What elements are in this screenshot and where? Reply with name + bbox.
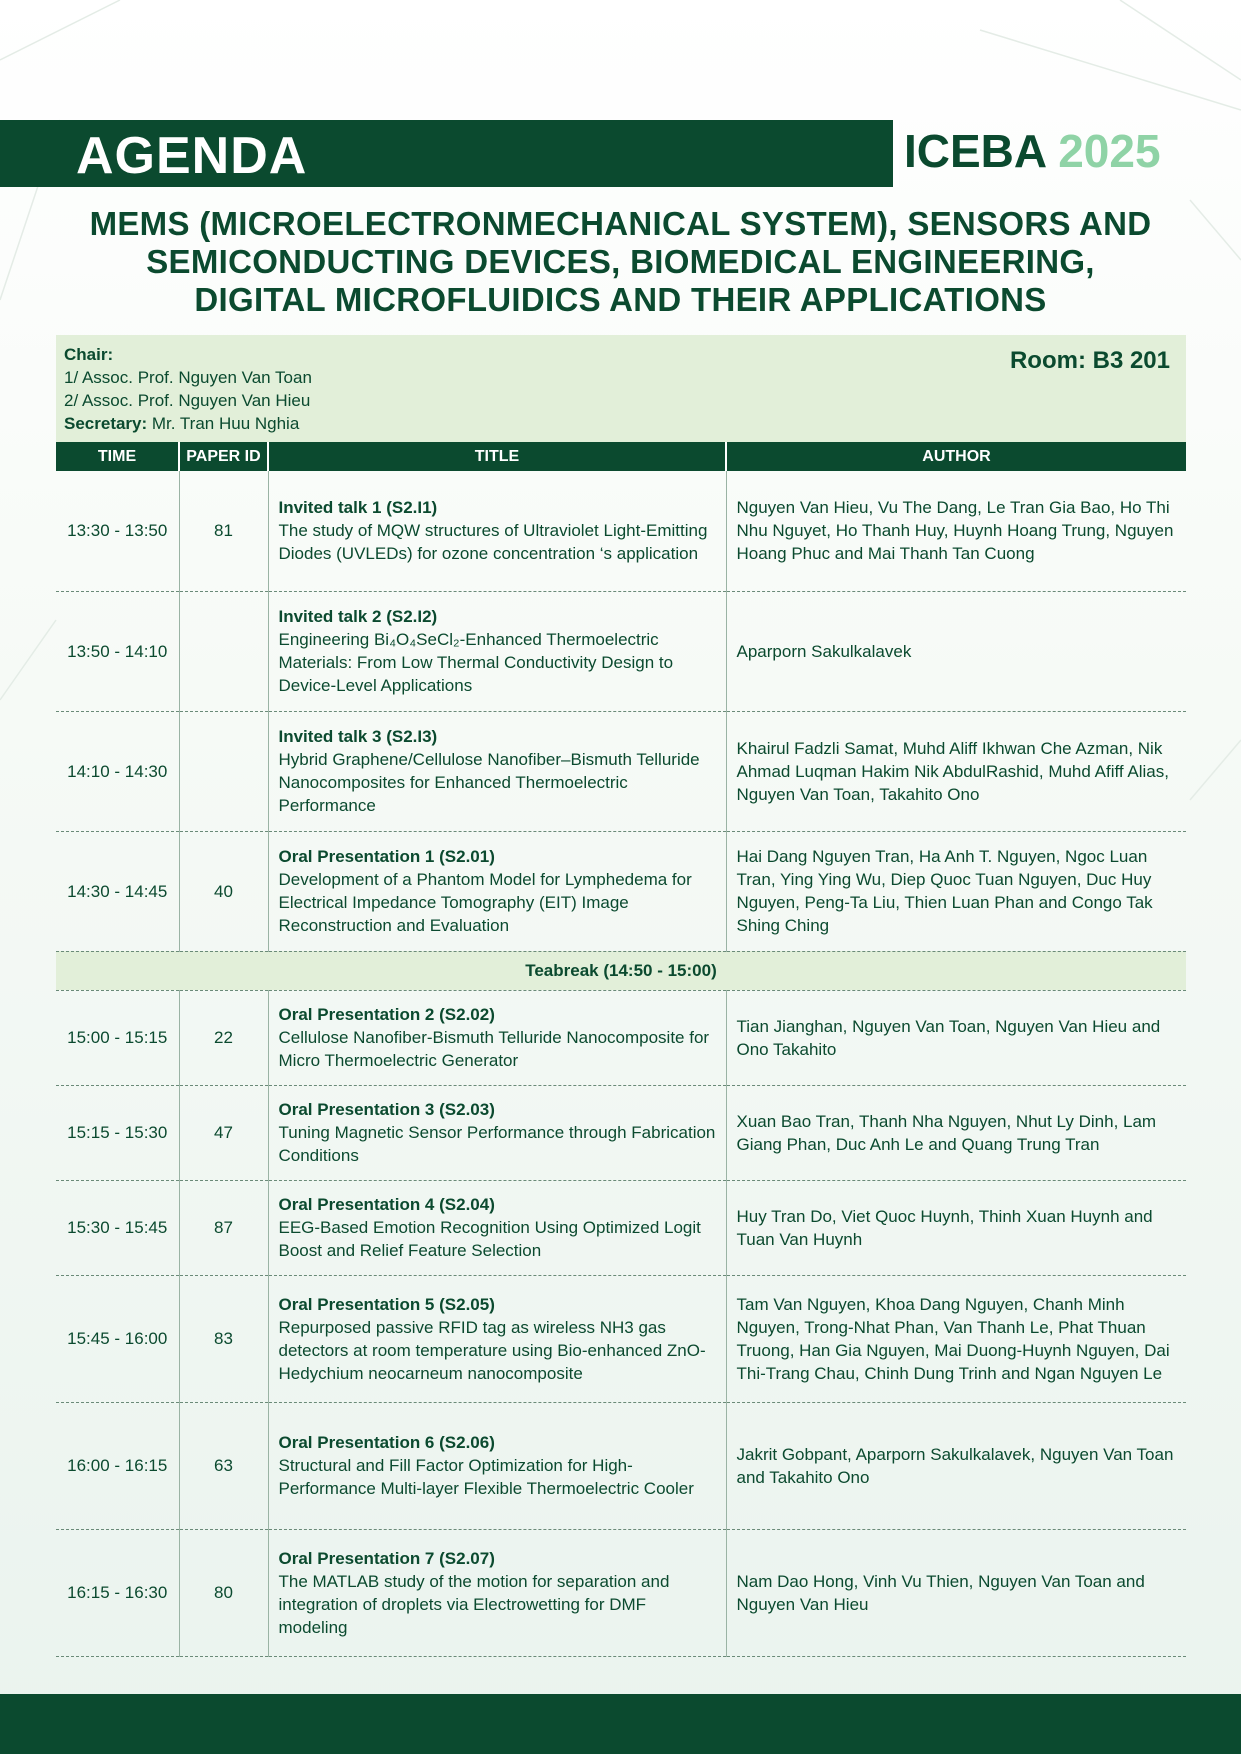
brand-year: 2025 — [1058, 125, 1161, 177]
chair-2: 2/ Assoc. Prof. Nguyen Van Hieu — [64, 391, 311, 410]
row-talk-label: Invited talk 2 (S2.I2) — [278, 607, 438, 626]
row-paper-id: 87 — [179, 1180, 268, 1275]
row-talk-label: Oral Presentation 4 (S2.04) — [278, 1195, 495, 1214]
row-paper-id — [179, 591, 268, 711]
row-time: 16:15 - 16:30 — [56, 1529, 179, 1656]
secretary: Secretary: Mr. Tran Huu Nghia — [64, 414, 300, 433]
row-title — [268, 711, 726, 831]
row-time: 14:30 - 14:45 — [56, 831, 179, 951]
row-time: 15:15 - 15:30 — [56, 1085, 179, 1180]
row-title — [268, 1529, 726, 1656]
row-title-text: Repurposed passive RFID tag as wireless NH3 gas detectors at room temperature using Bio-enhanced ZnO-Hedychium neocarneum nanocomposite — [278, 1317, 706, 1383]
row-time: 13:50 - 14:10 — [56, 591, 179, 711]
header-time: TIME — [56, 442, 179, 471]
row-title-text: Tuning Magnetic Sensor Performance through Fabrication Conditions — [278, 1123, 716, 1165]
row-title — [268, 471, 726, 591]
row-author: Khairul Fadzli Samat, Muhd Aliff Ikhwan Che Azman, Nik Ahmad Luqman Hakim Nik AbdulRashid, Muhd Afiff Alias, Nguyen Van Toan, Takahito Ono — [726, 711, 1186, 831]
table-row — [56, 1402, 1186, 1529]
row-title — [268, 591, 726, 711]
row-talk-label: Oral Presentation 1 (S2.01) — [278, 847, 495, 866]
row-talk-label: Oral Presentation 6 (S2.06) — [278, 1433, 495, 1452]
row-title — [268, 1402, 726, 1529]
table-row — [56, 591, 1186, 711]
row-author: Tam Van Nguyen, Khoa Dang Nguyen, Chanh Minh Nguyen, Trong-Nhat Phan, Van Thanh Le, Phat Thuan Truong, Han Gia Nguyen, Mai Duong-Huynh Nguyen, Dai Thi-Trang Chau, Chinh Dung Trinh and Ngan Nguyen Le — [726, 1275, 1186, 1402]
row-paper-id: 63 — [179, 1402, 268, 1529]
row-author: Nguyen Van Hieu, Vu The Dang, Le Tran Gia Bao, Ho Thi Nhu Nguyet, Ho Thanh Huy, Huynh Hoang Trung, Nguyen Hoang Phuc and Mai Thanh Tan Cuong — [726, 471, 1186, 591]
row-title — [268, 831, 726, 951]
session-title-line: SEMICONDUCTING DEVICES, BIOMEDICAL ENGINEERING, — [146, 243, 1095, 280]
row-talk-label: Oral Presentation 2 (S2.02) — [278, 1005, 495, 1024]
row-time: 14:10 - 14:30 — [56, 711, 179, 831]
table-row — [56, 1275, 1186, 1402]
agenda-table — [56, 442, 1186, 1657]
banner-divider — [893, 120, 899, 187]
header-paper-id: PAPER ID — [179, 442, 268, 471]
row-talk-label: Oral Presentation 5 (S2.05) — [278, 1294, 495, 1314]
session-title — [60, 205, 1181, 319]
conference-logo — [904, 124, 1161, 178]
header-author: AUTHOR — [726, 442, 1186, 471]
row-paper-id: 80 — [179, 1529, 268, 1656]
row-time: 16:00 - 16:15 — [56, 1402, 179, 1529]
row-time: 15:00 - 15:15 — [56, 990, 179, 1085]
teabreak-row — [56, 951, 1186, 990]
row-talk-label: Oral Presentation 7 (S2.07) — [278, 1548, 495, 1568]
table-row — [56, 990, 1186, 1085]
row-title-text: EEG-Based Emotion Recognition Using Optimized Logit Boost and Relief Feature Selection — [278, 1218, 701, 1260]
row-title — [268, 1180, 726, 1275]
row-title — [268, 1085, 726, 1180]
row-author: Hai Dang Nguyen Tran, Ha Anh T. Nguyen, Ngoc Luan Tran, Ying Ying Wu, Diep Quoc Tuan Nguyen, Duc Huy Nguyen, Peng-Ta Liu, Thien Luan Phan and Congo Tak Shing Ching — [726, 831, 1186, 951]
table-row — [56, 1085, 1186, 1180]
row-title-text: Development of a Phantom Model for Lymphedema for Electrical Impedance Tomography (EIT) Image Reconstruction and Evaluation — [278, 870, 692, 935]
row-time: 15:45 - 16:00 — [56, 1275, 179, 1402]
row-time: 15:30 - 15:45 — [56, 1180, 179, 1275]
row-title — [268, 1275, 726, 1402]
chair-info-box — [56, 335, 1186, 442]
row-author: Nam Dao Hong, Vinh Vu Thien, Nguyen Van Toan and Nguyen Van Hieu — [726, 1529, 1186, 1656]
brand-name: ICEBA — [904, 125, 1046, 177]
row-title — [268, 990, 726, 1085]
agenda-banner — [0, 120, 893, 187]
footer-bar — [0, 1694, 1241, 1754]
teabreak-label: Teabreak (14:50 - 15:00) — [56, 951, 1186, 990]
table-header-row — [56, 442, 1186, 471]
row-talk-label: Invited talk 1 (S2.I1) — [278, 498, 438, 518]
row-paper-id: 40 — [179, 831, 268, 951]
row-title-text: Cellulose Nanofiber-Bismuth Telluride Nanocomposite for Micro Thermoelectric Generator — [278, 1028, 710, 1070]
row-author: Aparporn Sakulkalavek — [726, 591, 1186, 711]
row-paper-id — [179, 711, 268, 831]
agenda-title: AGENDA — [76, 127, 308, 185]
row-paper-id: 22 — [179, 990, 268, 1085]
row-title-text: The MATLAB study of the motion for separation and integration of droplets via Electrowetting for DMF modeling — [278, 1571, 670, 1637]
table-row — [56, 711, 1186, 831]
chair-heading: Chair: — [64, 345, 114, 364]
row-title-text: Engineering Bi₄O₄SeCl₂-Enhanced Thermoelectric Materials: From Low Thermal Conductivity Design to Device-Level Applications — [278, 630, 674, 695]
session-title-line: MEMS (MICROELECTRONMECHANICAL SYSTEM), SENSORS AND — [89, 205, 1152, 242]
row-title-text: Structural and Fill Factor Optimization for High-Performance Multi-layer Flexible Thermoelectric Cooler — [278, 1456, 694, 1498]
table-row — [56, 831, 1186, 951]
row-author: Xuan Bao Tran, Thanh Nha Nguyen, Nhut Ly Dinh, Lam Giang Phan, Duc Anh Le and Quang Trung Tran — [726, 1085, 1186, 1180]
header-title: TITLE — [268, 442, 726, 471]
row-title-text: The study of MQW structures of Ultraviolet Light-Emitting Diodes (UVLEDs) for ozone concentration ‘s application — [278, 521, 708, 564]
row-paper-id: 81 — [179, 471, 268, 591]
room-label: Room: B3 201 — [1009, 347, 1170, 374]
row-paper-id: 47 — [179, 1085, 268, 1180]
row-author: Huy Tran Do, Viet Quoc Huynh, Thinh Xuan Huynh and Tuan Van Huynh — [726, 1180, 1186, 1275]
row-title-text: Hybrid Graphene/Cellulose Nanofiber–Bismuth Telluride Nanocomposites for Enhanced Thermoelectric Performance — [278, 750, 700, 815]
agenda-rows — [56, 471, 1186, 1656]
row-paper-id: 83 — [179, 1275, 268, 1402]
table-row — [56, 471, 1186, 591]
table-row — [56, 1529, 1186, 1656]
row-talk-label: Invited talk 3 (S2.I3) — [278, 727, 438, 746]
row-time: 13:30 - 13:50 — [56, 471, 179, 591]
row-talk-label: Oral Presentation 3 (S2.03) — [278, 1100, 495, 1119]
row-author: Tian Jianghan, Nguyen Van Toan, Nguyen Van Hieu and Ono Takahito — [726, 990, 1186, 1085]
row-author: Jakrit Gobpant, Aparporn Sakulkalavek, Nguyen Van Toan and Takahito Ono — [726, 1402, 1186, 1529]
table-row — [56, 1180, 1186, 1275]
session-title-line: DIGITAL MICROFLUIDICS AND THEIR APPLICATIONS — [194, 281, 1047, 318]
chair-1: 1/ Assoc. Prof. Nguyen Van Toan — [64, 368, 312, 387]
